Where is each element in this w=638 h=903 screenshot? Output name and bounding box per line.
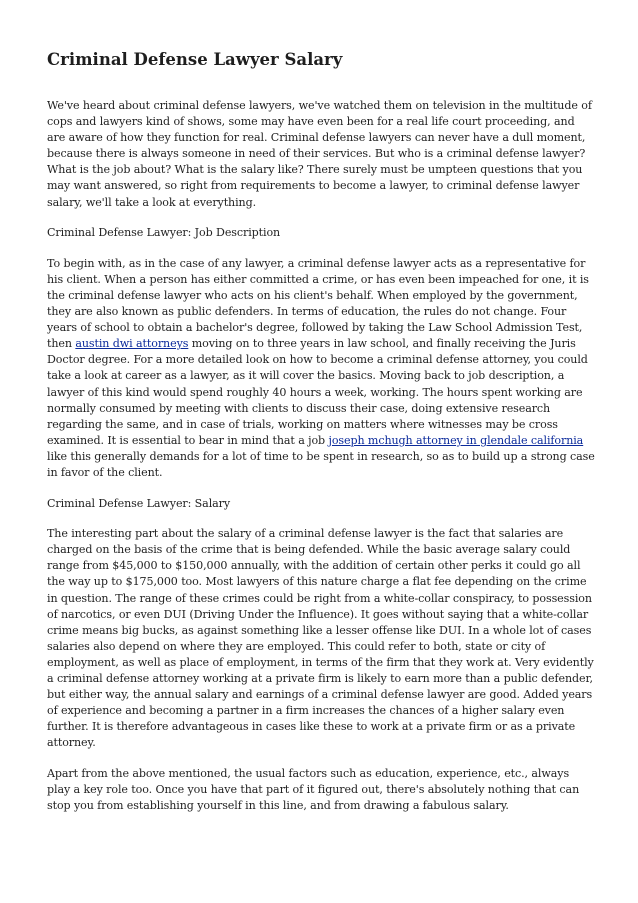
austin-dwi-attorneys-link[interactable]: austin dwi attorneys bbox=[75, 337, 189, 351]
intro-paragraph: We've heard about criminal defense lawyers, we've watched them on television in the multitude of cops and lawyers kind of shows, some may have even been for a real life court proceeding, and are aware of how they function for real. Criminal defense lawyers can never have a dull moment, because there is always someone in need of their services. But who is a criminal defense lawyer? What is the job about? What is the salary like? There surely must be umpteen questions that you may want answered, so right from requirements to become a lawyer, to criminal defense lawyer salary, we'll take a look at everything. bbox=[47, 99, 592, 209]
conclusion-paragraph: Apart from the above mentioned, the usual factors such as education, experience, etc., always play a key role too. Once you have that part of it figured out, there's absolutely nothing that can stop you from establishing yourself in this line, and from drawing a fabulous salary. bbox=[47, 766, 580, 813]
section-heading-salary: Criminal Defense Lawyer: Salary bbox=[47, 496, 231, 510]
job-description-text-3: like this generally demands for a lot of time to be spent in research, so as to build up a strong case in favor of the client. bbox=[47, 449, 595, 479]
page-title: Criminal Defense Lawyer Salary bbox=[47, 50, 343, 69]
job-description-text-1: To begin with, as in the case of any lawyer, a criminal defense lawyer acts as a representative for his client. When a person has either committed a crime, or has even been impeached for one, it is the criminal defense lawyer who acts on his client's behalf. When employed by the government, they are also known as public defenders. In terms of education, the rules do not change. Four years of school to obtain a bachelor's degree, followed by taking the Law School Admission Test, then bbox=[47, 256, 589, 351]
section-heading-job-description: Criminal Defense Lawyer: Job Description bbox=[47, 226, 281, 240]
document-page bbox=[47, 50, 595, 829]
job-description-text-2: moving on to three years in law school, and finally receiving the Juris Doctor degree. For a more detailed look on how to become a criminal defense attorney, you could take a look at career as a lawyer, as it will cover the basics. Moving back to job description, a lawyer of this kind would spend roughly 40 hours a week, working. The hours spent working are normally consumed by meeting with clients to discuss their case, doing extensive research regarding the same, and in case of trials, working on matters where witnesses may be cross examined. It is essential to bear in mind that a job bbox=[47, 337, 588, 447]
joseph-mchugh-attorney-link[interactable]: joseph mchugh attorney in glendale california bbox=[328, 433, 584, 447]
salary-paragraph: The interesting part about the salary of a criminal defense lawyer is the fact that salaries are charged on the basis of the crime that is being defended. While the basic average salary could range from $45,000 to $150,000 annually, with the addition of certain other perks it could go all the way up to $175,000 too. Most lawyers of this nature charge a flat fee depending on the crime in question. The range of these crimes could be right from a white-collar conspiracy, to possession of narcotics, or even DUI (Driving Under the Influence). It goes without saying that a white-collar crime means big bucks, as against something like a lesser offense like DUI. In a whole lot of cases salaries also depend on where they are employed. This could refer to both, state or city of employment, as well as place of employment, in terms of the firm that they work at. Very evidently a criminal defense attorney working at a private firm is likely to earn more than a public defender, but either way, the annual salary and earnings of a criminal defense lawyer are good. Added years of experience and becoming a partner in a firm increases the chances of a higher salary even further. It is therefore advantageous in cases like these to work at a private firm or as a private attorney. bbox=[47, 527, 594, 750]
job-description-paragraph bbox=[47, 256, 595, 481]
